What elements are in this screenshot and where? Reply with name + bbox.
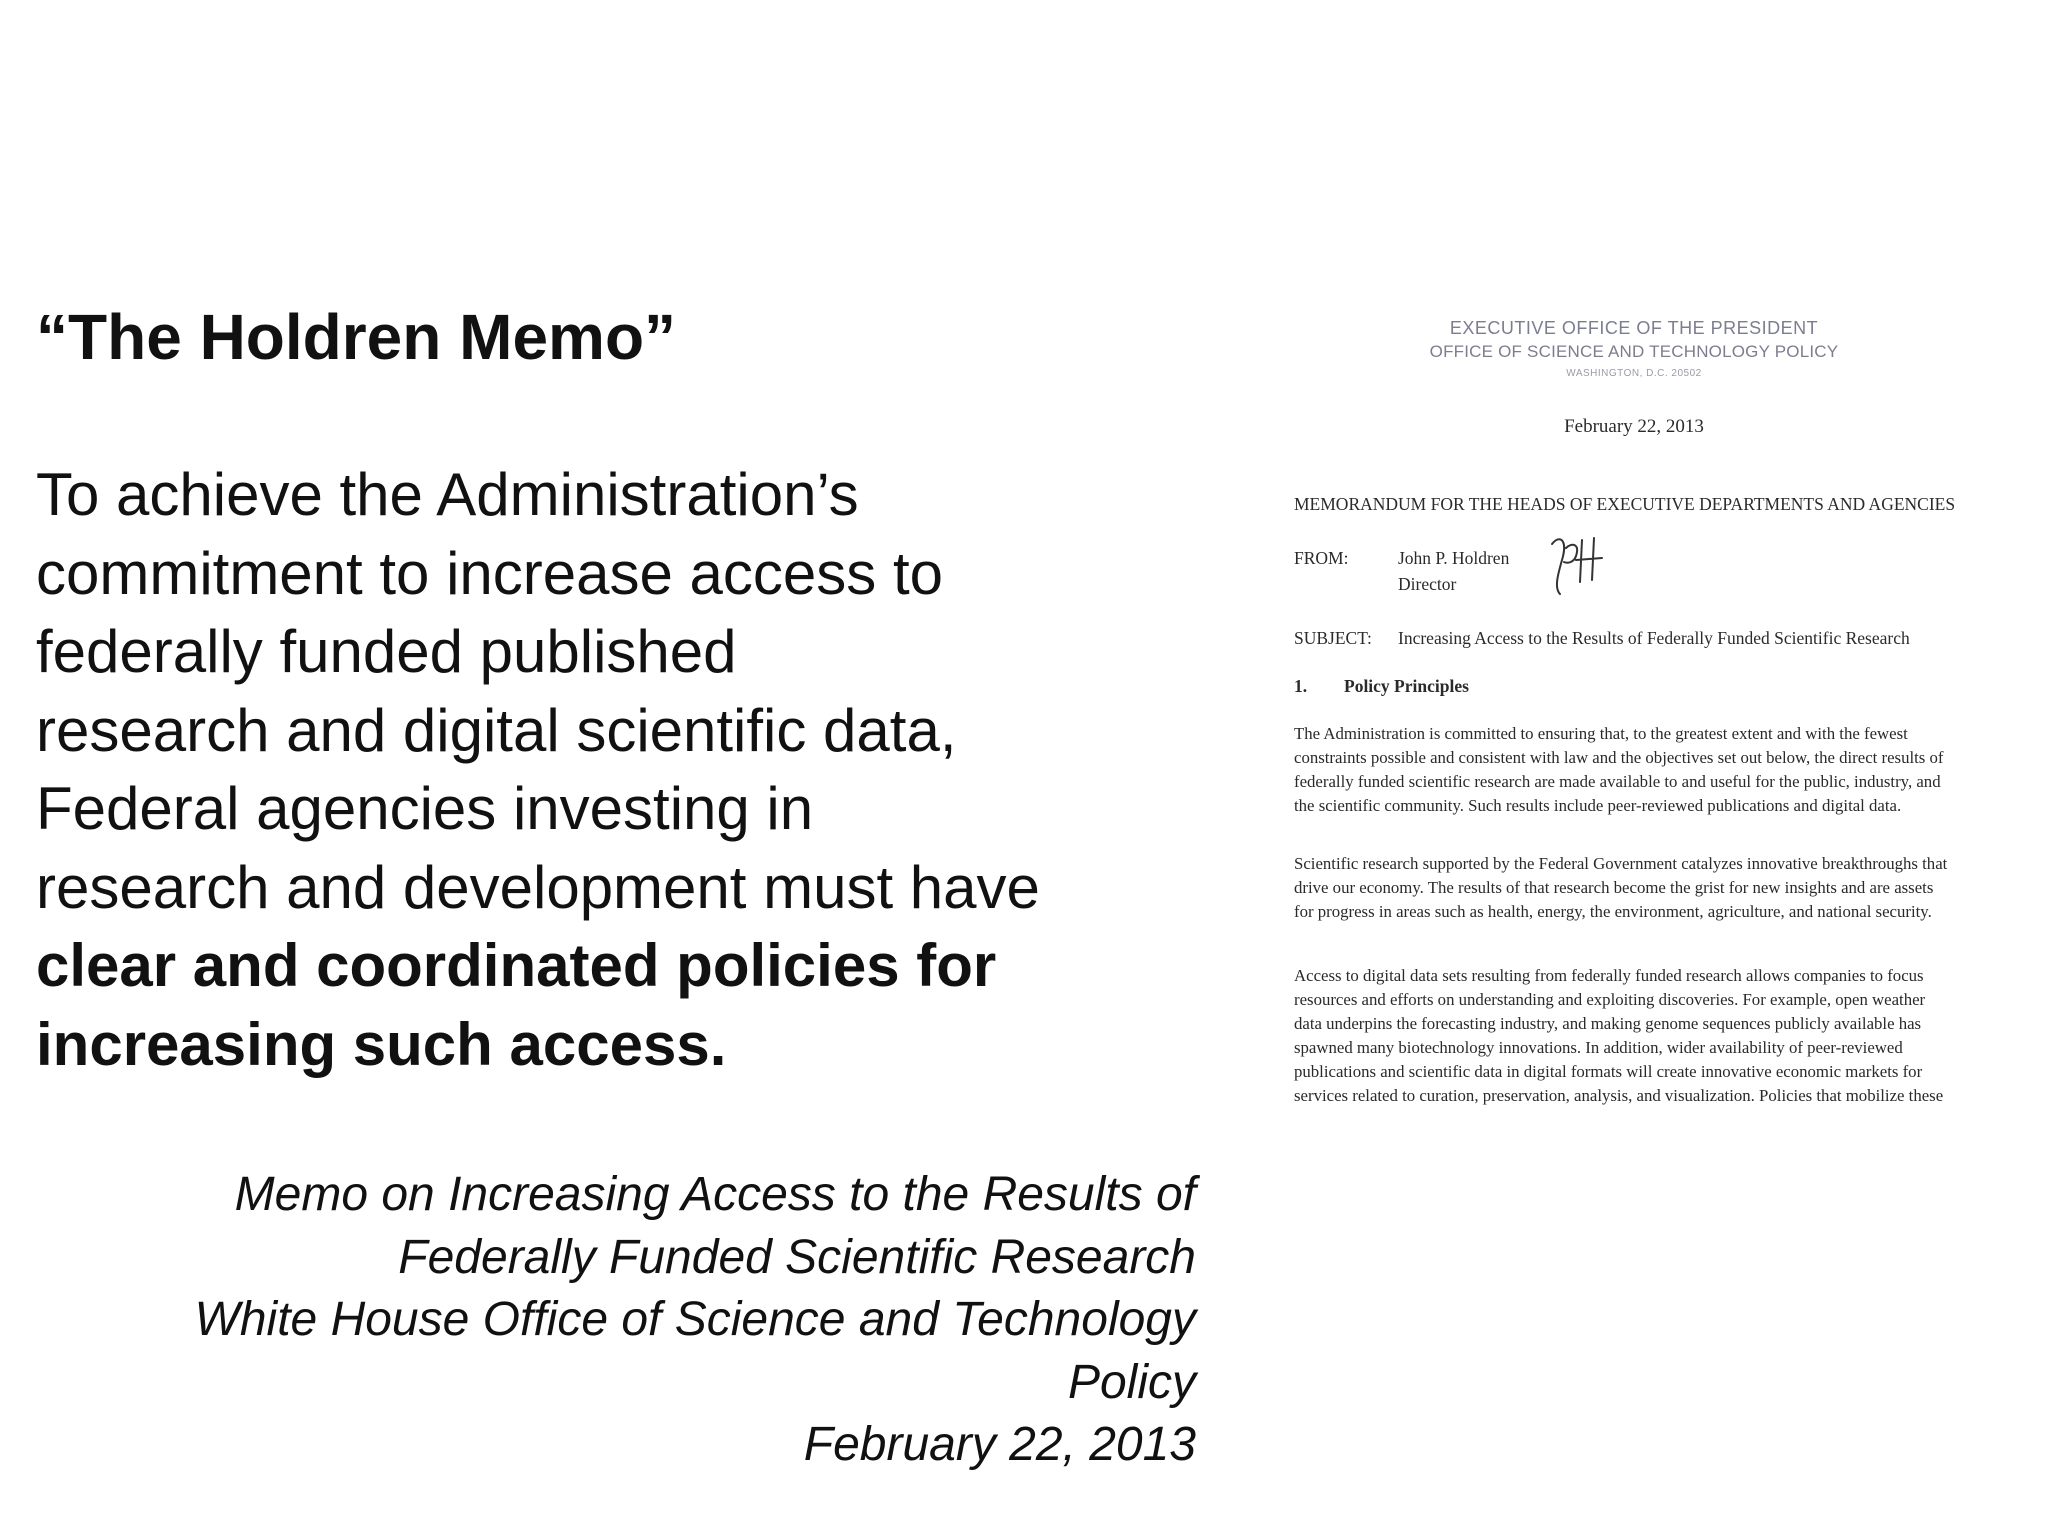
body-line: federally funded published (36, 618, 737, 685)
slide-body (36, 456, 1216, 1084)
body-bold-line: increasing such access. (36, 1010, 727, 1078)
memo-paragraph-line: drive our economy. The results of that research become the grist for new insights and are assets (1294, 878, 1934, 897)
body-line: research and digital scientific data, (36, 696, 957, 764)
slide-title: “The Holdren Memo” (36, 301, 677, 373)
memo-document-image (1284, 304, 1984, 1504)
memo-paragraph (1294, 964, 1994, 1108)
memo-subject: Increasing Access to the Results of Federally Funded Scientific Research (1398, 628, 1910, 648)
memo-paragraph-line: constraints possible and consistent with law and the objectives set out below, the direct results of (1294, 748, 1944, 767)
body-line: research and development must have (36, 853, 1040, 921)
citation (16, 1164, 1196, 1477)
memo-paragraph (1294, 722, 1994, 818)
memo-paragraph (1294, 852, 1994, 924)
memo-letterhead-office: OFFICE OF SCIENCE AND TECHNOLOGY POLICY (1429, 342, 1839, 361)
memo-section-title: Policy Principles (1344, 676, 1469, 696)
memo-paragraph-line: services related to curation, preservation, analysis, and visualization. Policies that mobilize these (1294, 1086, 1944, 1105)
body-line: Federal agencies investing in (36, 775, 814, 842)
memo-section-number: 1. (1294, 676, 1308, 696)
memo-subject-label: SUBJECT: (1294, 628, 1372, 648)
memo-from-name: John P. Holdren (1398, 548, 1510, 568)
citation-line: Policy (1067, 1355, 1196, 1409)
signature-icon (1546, 530, 1606, 600)
citation-line: Federally Funded Scientific Research (398, 1230, 1196, 1284)
memo-paragraph-line: publications and scientific data in digital formats will create innovative economic markets for (1294, 1062, 1923, 1081)
body-bold-line: clear and coordinated policies for (36, 932, 997, 999)
body-line: To achieve the Administration’s (36, 461, 859, 528)
memo-paragraph-line: spawned many biotechnology innovations. In addition, wider availability of peer-reviewed (1294, 1038, 1903, 1057)
memo-letterhead: EXECUTIVE OFFICE OF THE PRESIDENT (1449, 318, 1819, 338)
memo-to: MEMORANDUM FOR THE HEADS OF EXECUTIVE DEPARTMENTS AND AGENCIES (1294, 494, 1956, 514)
memo-paragraph-line: Access to digital data sets resulting from federally funded research allows companies to focus (1294, 966, 1924, 985)
memo-letterhead-address: WASHINGTON, D.C. 20502 (1566, 368, 1702, 379)
body-line: commitment to increase access to (36, 539, 944, 607)
memo-paragraph-line: data underpins the forecasting industry, and making genome sequences publicly available has (1294, 1014, 1922, 1033)
memo-paragraph-line: federally funded scientific research are made available to and useful for the public, industry, and (1294, 772, 1941, 791)
memo-from-title: Director (1398, 574, 1457, 594)
memo-paragraph-line: Scientific research supported by the Federal Government catalyzes innovative breakthroughs that (1294, 854, 1948, 873)
citation-line: White House Office of Science and Technology (194, 1293, 1196, 1346)
memo-paragraph-line: The Administration is committed to ensuring that, to the greatest extent and with the fewest (1294, 724, 1908, 743)
memo-date: February 22, 2013 (1564, 416, 1704, 437)
memo-paragraph-line: for progress in areas such as health, energy, the environment, agriculture, and national security. (1294, 902, 1932, 921)
memo-paragraph-line: resources and efforts on understanding and exploiting discoveries. For example, open weather (1294, 990, 1926, 1009)
memo-paragraph-line: the scientific community. Such results include peer-reviewed publications and digital data. (1294, 796, 1902, 815)
citation-line: February 22, 2013 (803, 1418, 1196, 1471)
memo-section-heading (1294, 676, 1469, 697)
memo-from-label: FROM: (1294, 548, 1349, 568)
citation-line: Memo on Increasing Access to the Results of (234, 1168, 1196, 1221)
